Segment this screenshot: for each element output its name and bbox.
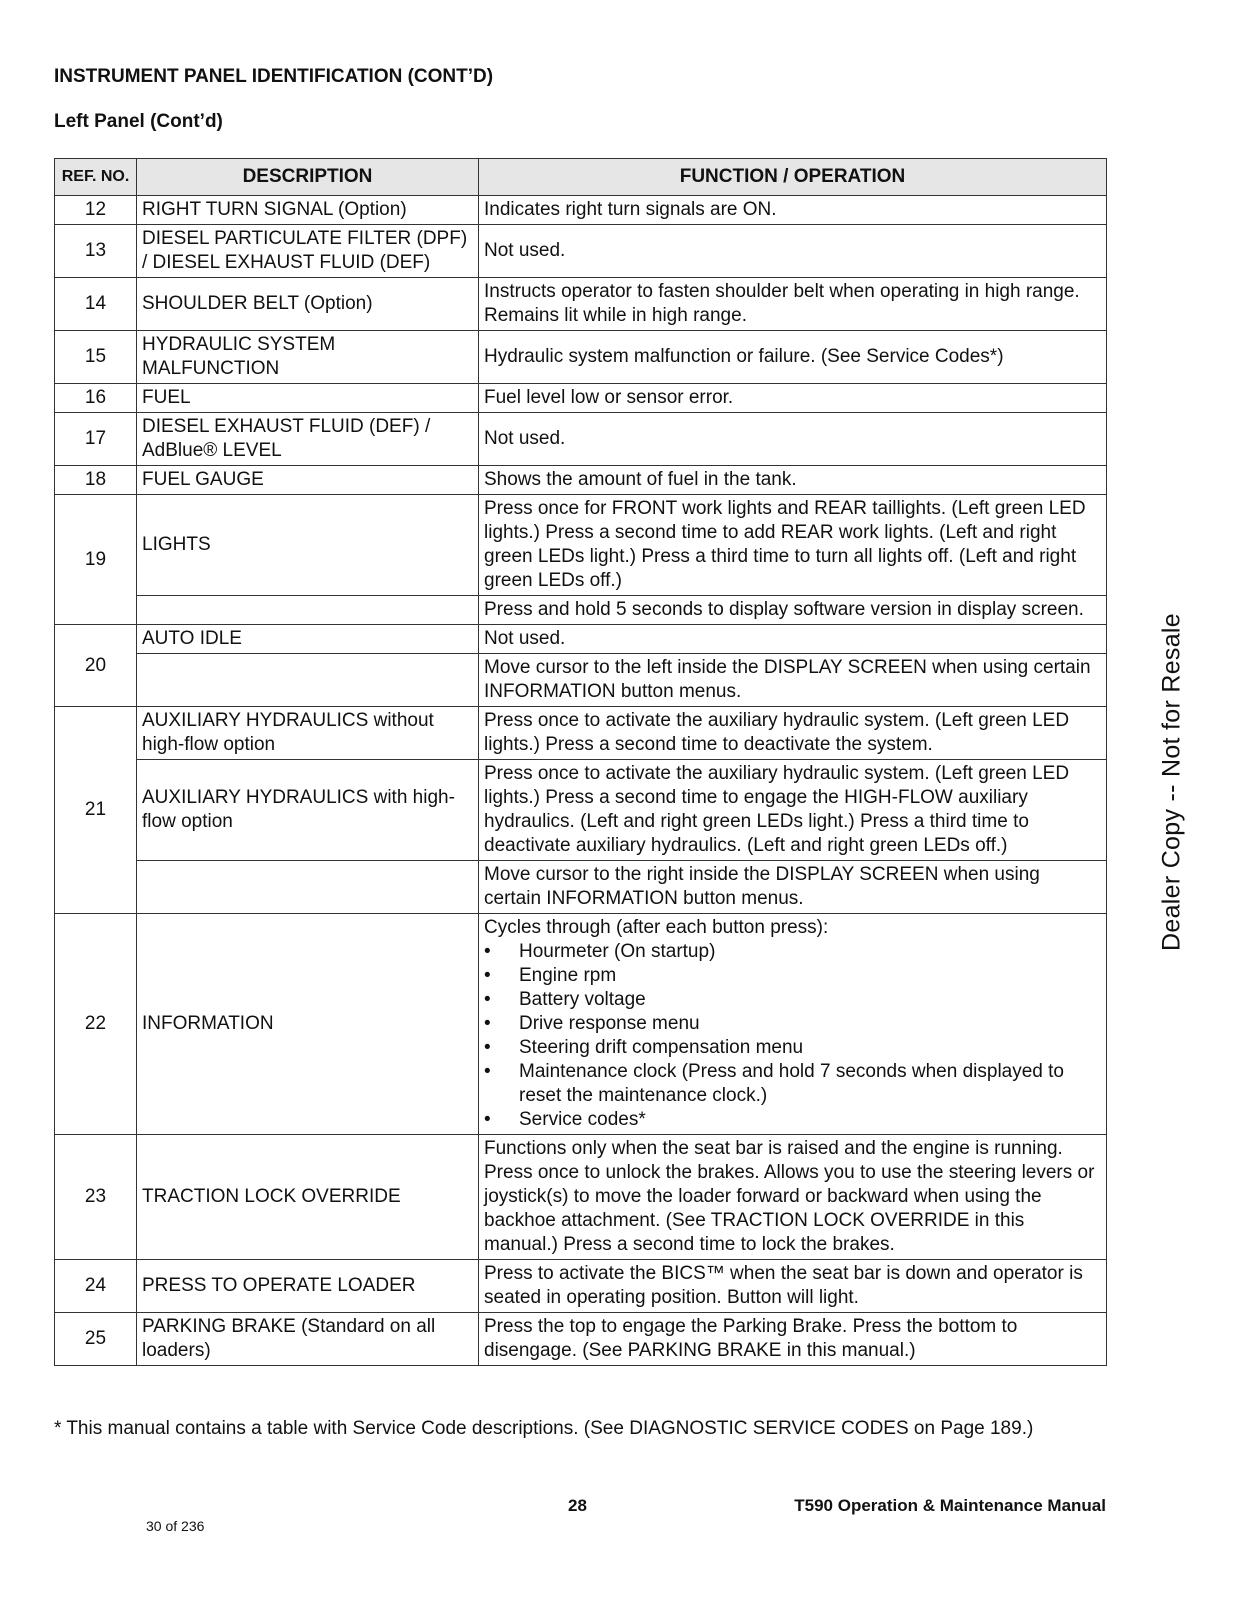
ref-no-cell: 19 [55, 495, 137, 625]
page-number: 28 [568, 1496, 587, 1515]
table-row [55, 1135, 1107, 1260]
ref-no-cell: 14 [55, 278, 137, 331]
list-item [484, 1108, 1101, 1132]
ref-no-cell: 20 [55, 625, 137, 707]
ref-no-cell: 13 [55, 225, 137, 278]
function-cell: Hydraulic system malfunction or failure. (See Service Codes*) [479, 331, 1107, 384]
function-cell: Move cursor to the left inside the DISPLAY SCREEN when using certain INFORMATION button menus. [479, 654, 1107, 707]
description-cell: INFORMATION [137, 914, 479, 1135]
manual-title: T590 Operation & Maintenance Manual [794, 1496, 1106, 1515]
table-row [55, 1260, 1107, 1313]
header-ref-no: REF. NO. [55, 159, 137, 196]
table-row [55, 1313, 1107, 1366]
description-cell: LIGHTS [137, 495, 479, 596]
header-function-operation: FUNCTION / OPERATION [479, 159, 1107, 196]
description-cell: SHOULDER BELT (Option) [137, 278, 479, 331]
description-cell: PRESS TO OPERATE LOADER [137, 1260, 479, 1313]
ref-no-cell: 16 [55, 384, 137, 413]
description-cell: PARKING BRAKE (Standard on all loaders) [137, 1313, 479, 1366]
list-item-text: Battery voltage [519, 989, 646, 1010]
ref-no-cell: 21 [55, 707, 137, 914]
header-description: DESCRIPTION [137, 159, 479, 196]
list-item [484, 1036, 1101, 1060]
function-cell: Indicates right turn signals are ON. [479, 196, 1107, 225]
table-row [55, 466, 1107, 495]
table-row [55, 495, 1107, 596]
table-row [55, 196, 1107, 225]
description-cell-empty [137, 654, 479, 707]
table-row [55, 654, 1107, 707]
function-cell [479, 914, 1107, 1135]
table-header-row [55, 159, 1107, 196]
description-cell: AUTO IDLE [137, 625, 479, 654]
ref-no-cell: 12 [55, 196, 137, 225]
list-item [484, 964, 1101, 988]
function-cell: Instructs operator to fasten shoulder belt when operating in high range. Remains lit while in high range. [479, 278, 1107, 331]
table-row [55, 861, 1107, 914]
ref-no-cell: 25 [55, 1313, 137, 1366]
table-row [55, 278, 1107, 331]
description-cell: RIGHT TURN SIGNAL (Option) [137, 196, 479, 225]
function-cell: Shows the amount of fuel in the tank. [479, 466, 1107, 495]
description-cell-empty [137, 861, 479, 914]
bullet-glyph: • [484, 965, 491, 986]
ref-no-cell: 24 [55, 1260, 137, 1313]
ref-no-cell: 18 [55, 466, 137, 495]
section-subheading: Left Panel (Cont’d) [54, 111, 223, 132]
function-cell: Fuel level low or sensor error. [479, 384, 1107, 413]
ref-no-cell: 15 [55, 331, 137, 384]
list-item-text: Engine rpm [519, 965, 617, 986]
instrument-panel-table [54, 158, 1107, 1366]
function-cell: Move cursor to the right inside the DISPLAY SCREEN when using certain INFORMATION button menus. [479, 861, 1107, 914]
list-item-text: Service codes* [519, 1109, 646, 1130]
table-row [55, 625, 1107, 654]
function-cell: Press once for FRONT work lights and REAR taillights. (Left green LED lights.) Press a second time to add REAR work lights. (Left and right green LEDs light.) Press a third time to turn all lights off. (Left and right green LEDs off.) [479, 495, 1107, 596]
bullet-glyph: • [484, 1037, 491, 1058]
bullet-glyph: • [484, 1013, 491, 1034]
function-cell: Press the top to engage the Parking Brake. Press the bottom to disengage. (See PARKING BRAKE in this manual.) [479, 1313, 1107, 1366]
bullet-glyph: • [484, 1061, 491, 1082]
description-cell: AUXILIARY HYDRAULICS with high-flow option [137, 760, 479, 861]
list-item [484, 940, 1101, 964]
description-cell: AUXILIARY HYDRAULICS without high-flow option [137, 707, 479, 760]
list-item [484, 988, 1101, 1012]
list-item [484, 1012, 1101, 1036]
description-cell: FUEL [137, 384, 479, 413]
information-intro: Cycles through (after each button press): [484, 917, 829, 938]
function-cell: Not used. [479, 625, 1107, 654]
function-cell: Press once to activate the auxiliary hydraulic system. (Left green LED lights.) Press a second time to deactivate the system. [479, 707, 1107, 760]
footnote: * This manual contains a table with Service Code descriptions. (See DIAGNOSTIC SERVICE CODES on Page 189.) [54, 1418, 1034, 1439]
list-item-text: Steering drift compensation menu [519, 1037, 804, 1058]
table-row [55, 331, 1107, 384]
ref-no-cell: 22 [55, 914, 137, 1135]
information-list [484, 940, 1101, 1132]
function-cell: Press once to activate the auxiliary hydraulic system. (Left green LED lights.) Press a second time to engage the HIGH-FLOW auxiliary hydraulics. (Left and right green LEDs light.) Press a third time to deactivate auxiliary hydraulics. (Left and right green LEDs off.) [479, 760, 1107, 861]
table-row [55, 596, 1107, 625]
function-cell: Not used. [479, 225, 1107, 278]
ref-no-cell: 23 [55, 1135, 137, 1260]
description-cell: DIESEL PARTICULATE FILTER (DPF) / DIESEL EXHAUST FLUID (DEF) [137, 225, 479, 278]
table-row [55, 413, 1107, 466]
description-cell: TRACTION LOCK OVERRIDE [137, 1135, 479, 1260]
list-item-text: Hourmeter (On startup) [519, 941, 716, 962]
function-cell: Press and hold 5 seconds to display software version in display screen. [479, 596, 1107, 625]
list-item-text: Drive response menu [519, 1013, 700, 1034]
ref-no-cell: 17 [55, 413, 137, 466]
function-cell: Press to activate the BICS™ when the seat bar is down and operator is seated in operating position. Button will light. [479, 1260, 1107, 1313]
function-cell: Functions only when the seat bar is raised and the engine is running. Press once to unlock the brakes. Allows you to use the steering levers or joystick(s) to move the loader forward or backward when using the backhoe attachment. (See TRACTION LOCK OVERRIDE in this manual.) Press a second time to lock the brakes. [479, 1135, 1107, 1260]
list-item [484, 1060, 1101, 1108]
page-count: 30 of 236 [146, 1518, 205, 1534]
bullet-glyph: • [484, 989, 491, 1010]
description-cell-empty [137, 596, 479, 625]
description-cell: DIESEL EXHAUST FLUID (DEF) / AdBlue® LEVEL [137, 413, 479, 466]
table-row [55, 707, 1107, 760]
bullet-glyph: • [484, 1109, 491, 1130]
dealer-copy-watermark: Dealer Copy -- Not for Resale [1157, 613, 1186, 951]
description-cell: FUEL GAUGE [137, 466, 479, 495]
table-row [55, 225, 1107, 278]
function-cell: Not used. [479, 413, 1107, 466]
page-heading: INSTRUMENT PANEL IDENTIFICATION (CONT’D) [54, 66, 494, 87]
table-row [55, 384, 1107, 413]
list-item-text: Maintenance clock (Press and hold 7 seconds when displayed to reset the maintenance clock.) [519, 1061, 1064, 1106]
bullet-glyph: • [484, 941, 491, 962]
table-row [55, 914, 1107, 1135]
table-row [55, 760, 1107, 861]
description-cell: HYDRAULIC SYSTEM MALFUNCTION [137, 331, 479, 384]
